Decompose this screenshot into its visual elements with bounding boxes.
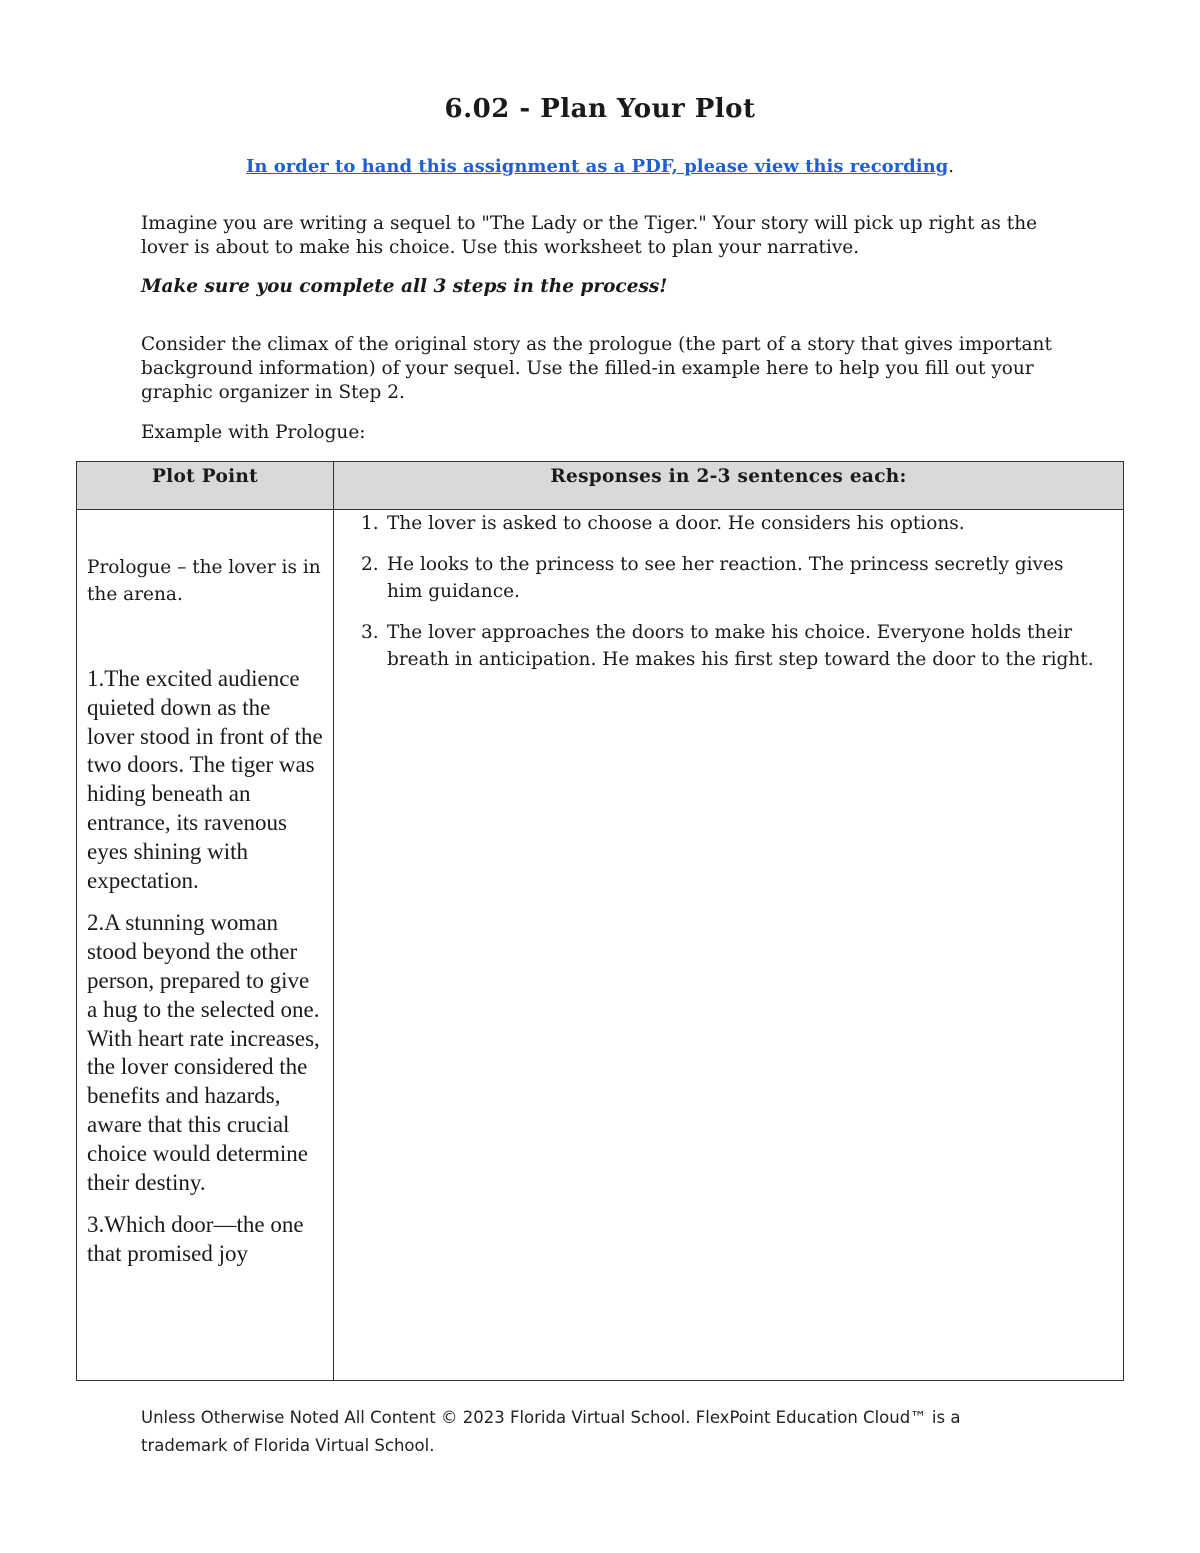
prologue-text: Prologue – the lover is in the arena. — [87, 557, 321, 605]
plot-point-cell[interactable] — [77, 510, 334, 1381]
pdf-instructions-line — [0, 156, 1200, 177]
pdf-recording-link[interactable]: In order to hand this assignment as a PDF, please view this recording — [246, 156, 949, 177]
consider-paragraph: Consider the climax of the original story as the prologue (the part of a story that gives important background information) of your sequel. Use the filled-in example here to help you fill out your graphic organizer in Step 2. — [141, 334, 1052, 403]
list-item — [361, 551, 1103, 605]
page-title: 6.02 - Plan Your Plot — [444, 94, 756, 124]
plot-table — [76, 461, 1124, 1381]
responses-list — [334, 510, 1123, 673]
table-row — [77, 510, 1124, 1381]
list-text: The lover approaches the doors to make his choice. Everyone holds their breath in anticipation. He makes his first step toward the door to the right. — [387, 622, 1094, 670]
table-header-row — [77, 462, 1124, 510]
story-paragraph-3: 3.Which door—the one that promised joy — [87, 1212, 304, 1267]
list-item — [361, 510, 1103, 537]
list-number: 1. — [361, 513, 379, 534]
list-text: The lover is asked to choose a door. He considers his options. — [387, 513, 965, 534]
responses-cell[interactable] — [334, 510, 1124, 1381]
link-trailing-period: . — [948, 156, 954, 177]
intro-paragraph: Imagine you are writing a sequel to "The Lady or the Tiger." Your story will pick up right as the lover is about to make his choice. Use this worksheet to plan your narrative. — [141, 213, 1038, 258]
example-label: Example with Prologue: — [141, 422, 366, 443]
list-number: 3. — [361, 622, 379, 643]
footer-copyright: Unless Otherwise Noted All Content © 2023 Florida Virtual School. FlexPoint Education Cloud™ is a trademark of Florida Virtual School. — [141, 1408, 961, 1455]
list-item — [361, 619, 1103, 673]
story-paragraph-1: 1.The excited audience quieted down as the lover stood in front of the two doors. The tiger was hiding beneath an entrance, its ravenous eyes shining with expectation. — [87, 666, 323, 893]
story-paragraph-2: 2.A stunning woman stood beyond the other person, prepared to give a hug to the selected one. With heart rate increases, the lover considered the benefits and hazards, aware that this crucial choice would determine their destiny. — [87, 910, 320, 1195]
list-text: He looks to the princess to see her reaction. The princess secretly gives him guidance. — [387, 554, 1064, 602]
header-plot-point: Plot Point — [77, 462, 334, 510]
instruction-text: Make sure you complete all 3 steps in the process! — [141, 276, 668, 297]
header-responses: Responses in 2-3 sentences each: — [334, 462, 1124, 510]
list-number: 2. — [361, 554, 379, 575]
